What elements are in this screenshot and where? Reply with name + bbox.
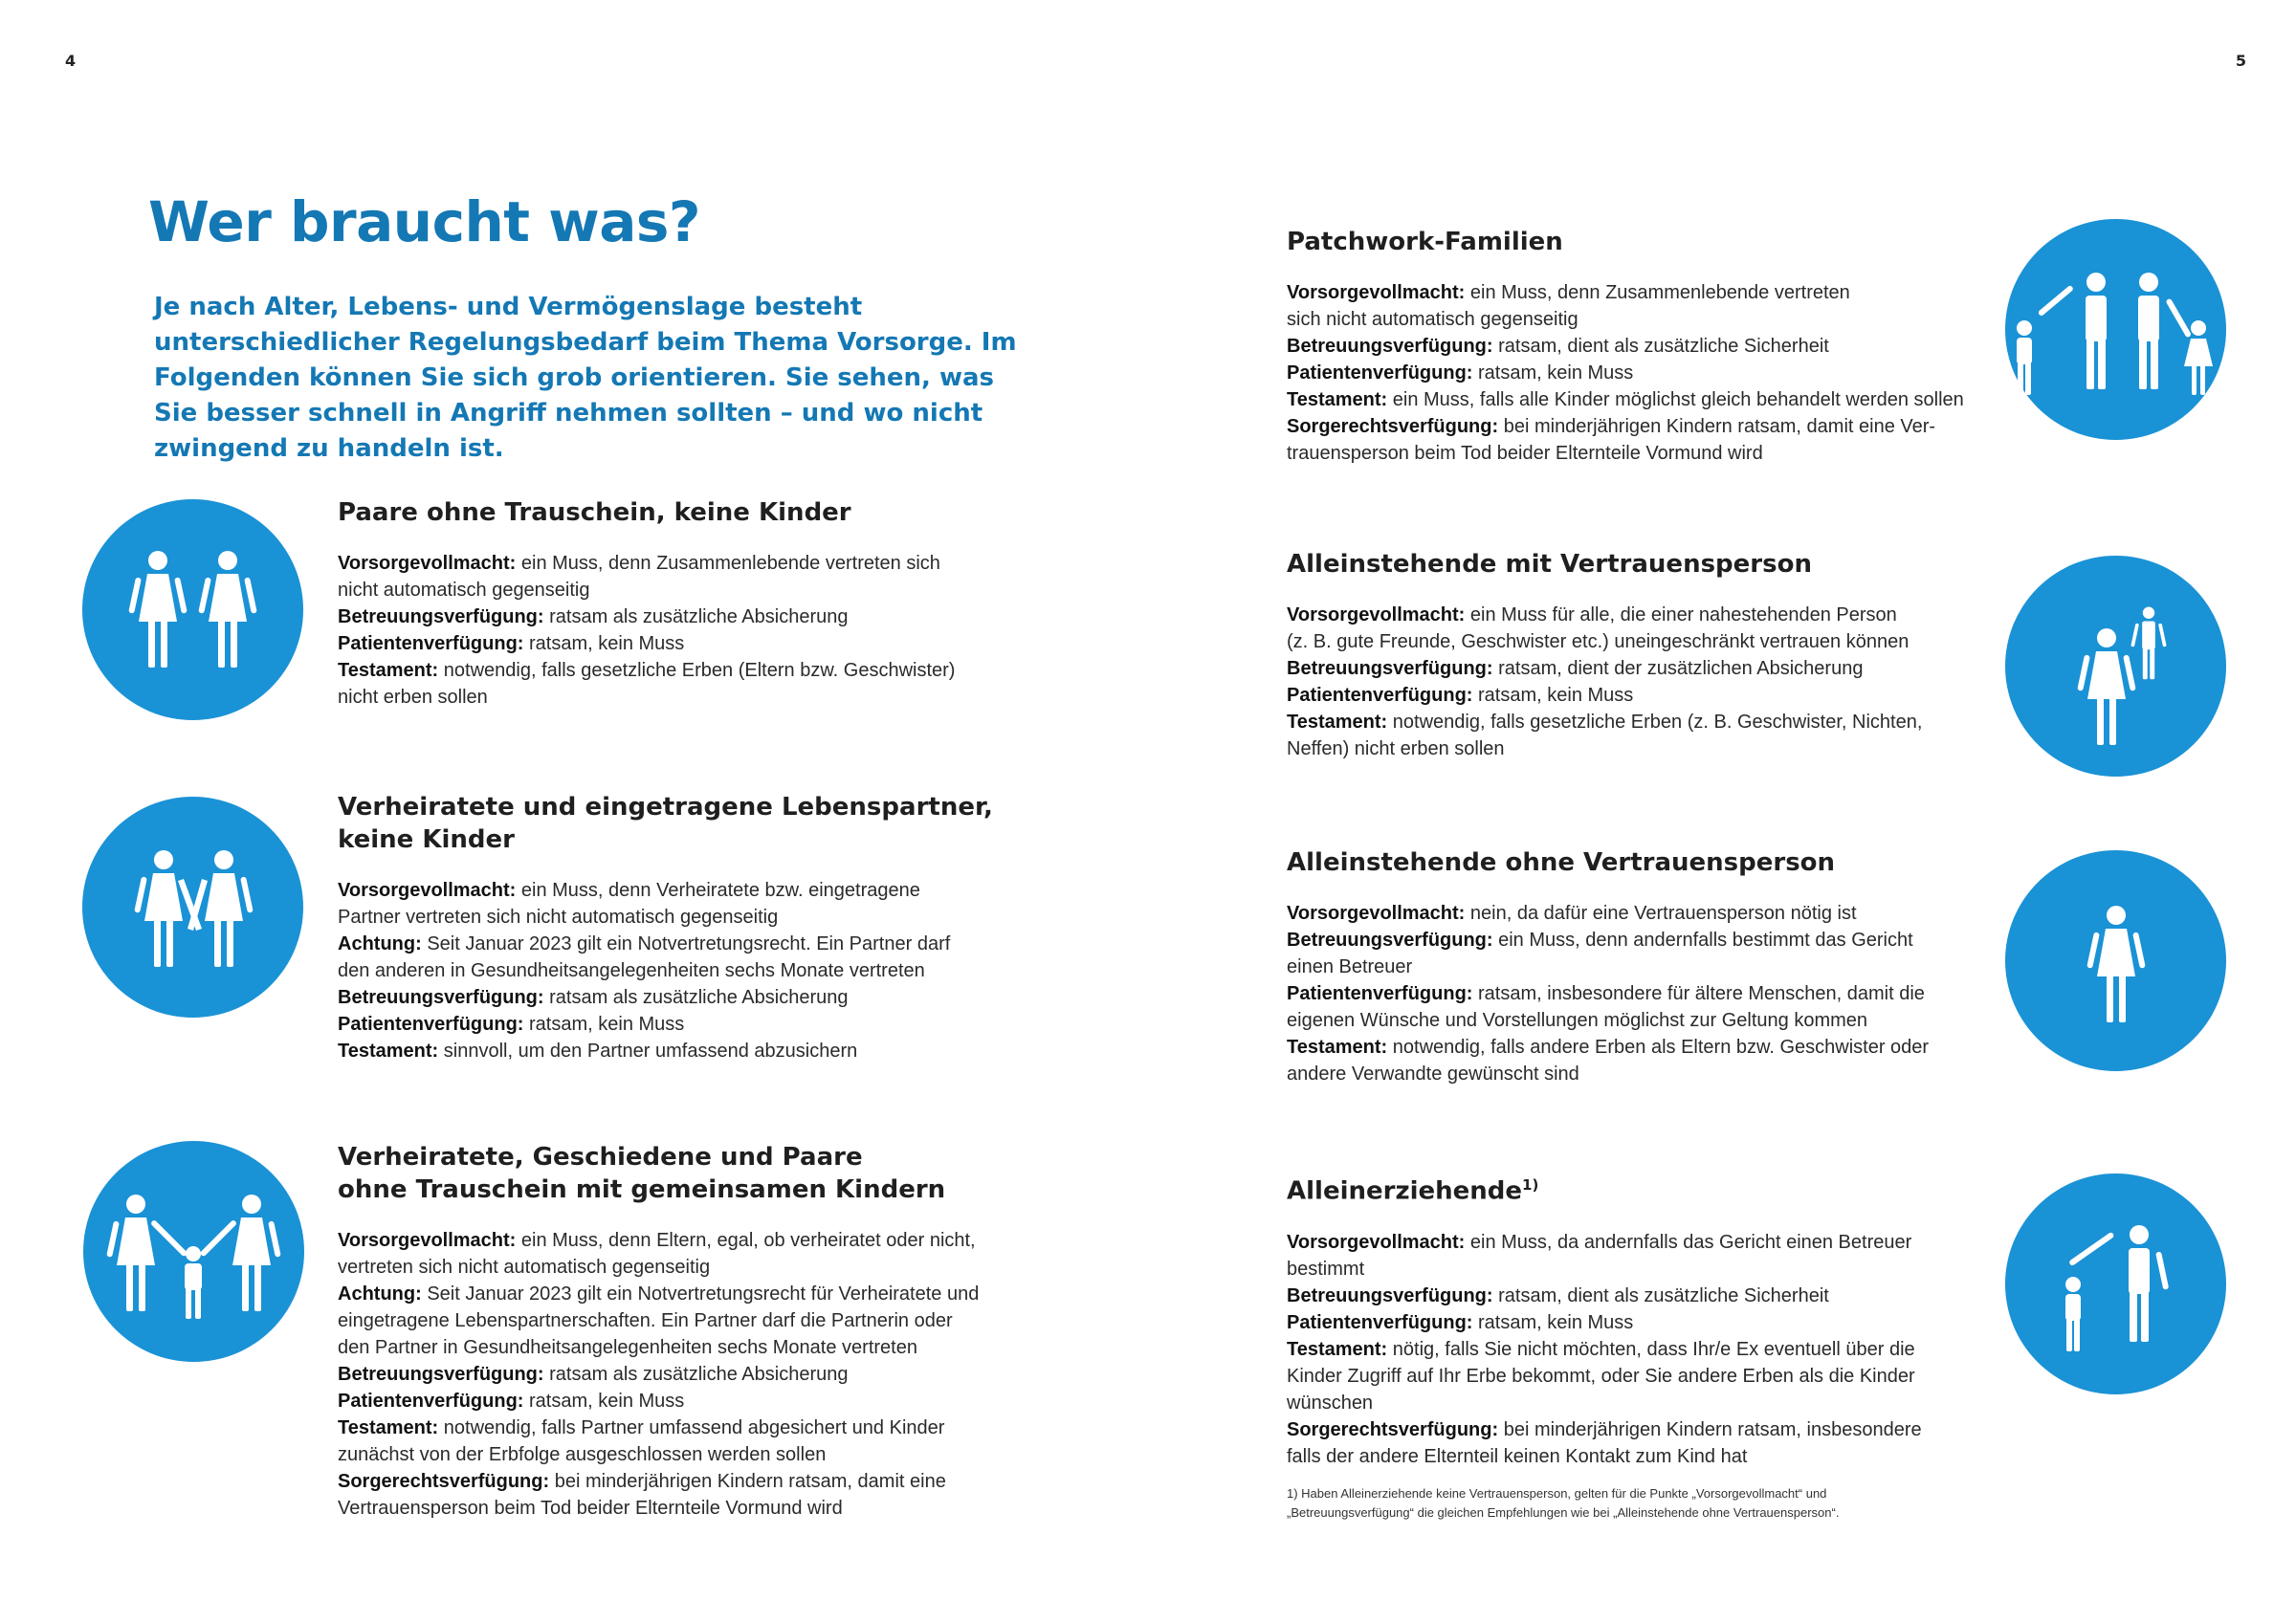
section-heading-line: Alleinstehende mit Vertrauensperson xyxy=(1287,550,1812,579)
section-patchwork xyxy=(1287,226,2023,467)
recommendation-text: (z. B. gute Freunde, Geschwister etc.) uneingeschränkt vertrauen können xyxy=(1287,631,1910,652)
recommendation-text: Vertrauensperson beim Tod beider Elternteile Vormund wird xyxy=(338,1498,843,1519)
section-text-line xyxy=(1287,1007,1995,1034)
section-text-line xyxy=(338,603,1065,630)
document-type-label: Patientenverfügung: xyxy=(338,633,524,654)
recommendation-text: nein, da dafür eine Vertrauensperson nötig ist xyxy=(1465,903,1857,924)
section-text-line xyxy=(1287,306,2023,333)
intro-text: Je nach Alter, Lebens- und Vermögenslage besteht unterschiedlicher Regelungsbedarf beim Thema Vorsorge. Im Folgenden können Sie sich grob orientieren. Sie sehen, was Sie besser schnell in Angriff nehmen sollten – und wo nicht zwingend zu handeln ist. xyxy=(154,293,1017,463)
family-with-child-icon xyxy=(83,1141,304,1362)
section-text-line xyxy=(338,1227,1084,1254)
recommendation-text: ein Muss, falls alle Kinder möglichst gleich behandelt werden sollen xyxy=(1387,389,1964,410)
section-heading xyxy=(338,791,1065,856)
recommendation-text: ein Muss für alle, die einer nahestehenden Person xyxy=(1465,604,1897,625)
section-heading xyxy=(1287,226,2023,258)
section-text-line xyxy=(1287,440,2023,467)
section-text-line xyxy=(338,931,1065,957)
section-text-line xyxy=(1287,927,1995,954)
recommendation-text: Kinder Zugriff auf Ihr Erbe bekommt, oder Sie andere Erben als die Kinder xyxy=(1287,1365,1915,1387)
section-text-line xyxy=(338,1468,1084,1495)
section-text-line xyxy=(1287,735,1995,762)
recommendation-text: ratsam als zusätzliche Absicherung xyxy=(543,987,849,1008)
recommendation-text: notwendig, falls gesetzliche Erben (z. B. Geschwister, Nichten, xyxy=(1387,712,1923,733)
recommendation-text: ratsam, kein Muss xyxy=(1472,1311,1634,1333)
recommendation-text: ratsam als zusätzliche Absicherung xyxy=(543,606,849,627)
recommendation-text: Seit Januar 2023 gilt ein Notvertretungsrecht. Ein Partner darf xyxy=(421,933,951,954)
single-person-icon xyxy=(2005,850,2226,1071)
document-type-label: Betreuungsverfügung: xyxy=(1287,930,1493,951)
document-type-label: Betreuungsverfügung: xyxy=(1287,1284,1493,1306)
recommendation-text: Neffen) nicht erben sollen xyxy=(1287,738,1505,759)
single-with-trusted-person-icon xyxy=(2005,556,2226,777)
section-text-line xyxy=(1287,709,1995,735)
section-unmarried-couples xyxy=(338,496,1065,711)
section-text-line xyxy=(1287,360,2023,386)
section-text-line xyxy=(338,1334,1084,1361)
section-heading xyxy=(338,496,1065,529)
section-text-line xyxy=(1287,1256,1995,1283)
section-text-line xyxy=(338,1388,1084,1415)
recommendation-text: ratsam, dient als zusätzliche Sicherheit xyxy=(1492,336,1829,357)
document-type-label: Patientenverfügung: xyxy=(1287,362,1473,384)
recommendation-text: einen Betreuer xyxy=(1287,956,1413,977)
section-text-line xyxy=(338,577,1065,603)
document-type-label: Achtung: xyxy=(338,933,422,954)
section-heading-line: Verheiratete und eingetragene Lebenspartner, xyxy=(338,793,993,822)
section-text-line xyxy=(338,1415,1084,1441)
section-heading xyxy=(1287,846,1995,879)
section-text-line xyxy=(338,1011,1065,1038)
document-type-label: Vorsorgevollmacht: xyxy=(338,880,517,901)
document-type-label: Patientenverfügung: xyxy=(1287,983,1473,1004)
document-type-label: Achtung: xyxy=(338,1283,422,1305)
document-type-label: Testament: xyxy=(338,660,439,681)
page-title: Wer braucht was? xyxy=(148,189,701,254)
section-text-line xyxy=(1287,1061,1995,1087)
section-text-line xyxy=(1287,1416,1995,1443)
section-text-line xyxy=(338,984,1065,1011)
section-text-line xyxy=(338,684,1065,711)
section-heading-line: Verheiratete, Geschiedene und Paare xyxy=(338,1143,863,1172)
recommendation-text: sinnvoll, um den Partner umfassend abzusichern xyxy=(438,1041,858,1062)
document-type-label: Sorgerechtsverfügung: xyxy=(338,1471,550,1492)
section-married-couples xyxy=(338,791,1065,1064)
recommendation-text: nicht erben sollen xyxy=(338,687,488,708)
document-type-label: Betreuungsverfügung: xyxy=(1287,336,1493,357)
section-text-line xyxy=(338,1361,1084,1388)
recommendation-text: notwendig, falls andere Erben als Eltern bzw. Geschwister oder xyxy=(1387,1037,1930,1058)
couple-icon xyxy=(82,499,303,720)
section-text-line xyxy=(1287,954,1995,980)
document-type-label: Sorgerechtsverfügung: xyxy=(1287,1418,1499,1440)
recommendation-text: nötig, falls Sie nicht möchten, dass Ihr/e Ex eventuell über die xyxy=(1387,1338,1915,1360)
section-text-line xyxy=(1287,1363,1995,1390)
section-text-line xyxy=(338,657,1065,684)
section-text-line xyxy=(1287,1390,1995,1416)
document-type-label: Vorsorgevollmacht: xyxy=(1287,1231,1466,1253)
section-text-line xyxy=(1287,1229,1995,1256)
recommendation-text: ein Muss, denn Verheiratete bzw. eingetragene xyxy=(516,880,920,901)
section-text-line xyxy=(1287,682,1995,709)
section-text-line xyxy=(1287,900,1995,927)
document-type-label: Testament: xyxy=(1287,1338,1388,1360)
section-heading-line: Alleinstehende ohne Vertrauensperson xyxy=(1287,848,1836,877)
recommendation-text: ein Muss, denn Eltern, egal, ob verheiratet oder nicht, xyxy=(516,1230,976,1251)
section-single-untrusted xyxy=(1287,846,1995,1087)
recommendation-text: den anderen in Gesundheitsangelegenheiten sechs Monate vertreten xyxy=(338,960,925,981)
document-type-label: Vorsorgevollmacht: xyxy=(338,553,517,574)
section-text-line xyxy=(1287,1336,1995,1363)
section-heading-line: ohne Trauschein mit gemeinsamen Kindern xyxy=(338,1175,946,1204)
recommendation-text: notwendig, falls Partner umfassend abgesichert und Kinder xyxy=(438,1417,945,1438)
recommendation-text: ratsam, dient der zusätzlichen Absicherung xyxy=(1492,658,1864,679)
recommendation-text: eigenen Wünsche und Vorstellungen möglichst zur Geltung kommen xyxy=(1287,1010,1868,1031)
recommendation-text: ratsam, kein Muss xyxy=(1472,685,1634,706)
document-type-label: Patientenverfügung: xyxy=(1287,1311,1473,1333)
section-text-line xyxy=(338,1254,1084,1281)
document-type-label: Testament: xyxy=(1287,712,1388,733)
section-text-line xyxy=(1287,279,2023,306)
footnote-marker: 1) xyxy=(1522,1176,1539,1194)
document-type-label: Testament: xyxy=(338,1417,439,1438)
section-text-line xyxy=(1287,1309,1995,1336)
section-heading xyxy=(1287,548,1995,581)
patchwork-family-icon xyxy=(2005,219,2226,440)
section-text-line xyxy=(1287,1283,1995,1309)
recommendation-text: ein Muss, denn Zusammenlebende vertreten xyxy=(1465,282,1850,303)
document-type-label: Vorsorgevollmacht: xyxy=(1287,282,1466,303)
section-text-line xyxy=(1287,1443,1995,1470)
recommendation-text: ratsam, kein Muss xyxy=(523,633,685,654)
recommendation-text: ratsam als zusätzliche Absicherung xyxy=(543,1364,849,1385)
recommendation-text: andere Verwandte gewünscht sind xyxy=(1287,1064,1579,1085)
recommendation-text: ratsam, kein Muss xyxy=(523,1014,685,1035)
section-text-line xyxy=(338,550,1065,577)
footnote-line: 1) Haben Alleinerziehende keine Vertrauensperson, gelten für die Punkte „Vorsorgevollmacht“ und xyxy=(1287,1486,1827,1501)
section-single-parents xyxy=(1287,1169,1995,1470)
recommendation-text: eingetragene Lebenspartnerschaften. Ein Partner darf die Partnerin oder xyxy=(338,1310,953,1331)
page-number-left: 4 xyxy=(65,52,77,70)
section-text-line xyxy=(338,1307,1084,1334)
single-parent-icon xyxy=(2005,1173,2226,1394)
document-type-label: Sorgerechtsverfügung: xyxy=(1287,416,1499,437)
document-type-label: Testament: xyxy=(1287,389,1388,410)
document-type-label: Testament: xyxy=(1287,1037,1388,1058)
section-single-trusted xyxy=(1287,548,1995,762)
recommendation-text: bei minderjährigen Kindern ratsam, insbesondere xyxy=(1498,1418,1922,1440)
document-type-label: Patientenverfügung: xyxy=(338,1014,524,1035)
recommendation-text: Seit Januar 2023 gilt ein Notvertretungsrecht für Verheiratete und xyxy=(421,1283,980,1305)
section-text-line xyxy=(1287,602,1995,628)
recommendation-text: sich nicht automatisch gegenseitig xyxy=(1287,309,1578,330)
recommendation-text: nicht automatisch gegenseitig xyxy=(338,580,590,601)
recommendation-text: ein Muss, da andernfalls das Gericht einen Betreuer xyxy=(1465,1231,1912,1253)
document-type-label: Patientenverfügung: xyxy=(1287,685,1473,706)
recommendation-text: ein Muss, denn Zusammenlebende vertreten sich xyxy=(516,553,940,574)
section-text-line xyxy=(338,1281,1084,1307)
recommendation-text: zunächst von der Erbfolge ausgeschlossen werden sollen xyxy=(338,1444,827,1465)
recommendation-text: falls der andere Elternteil keinen Kontakt zum Kind hat xyxy=(1287,1445,1748,1467)
section-text-line xyxy=(338,1441,1084,1468)
section-text-line xyxy=(1287,655,1995,682)
recommendation-text: wünschen xyxy=(1287,1392,1374,1414)
page-number-right: 5 xyxy=(2235,52,2246,70)
section-text-line xyxy=(1287,980,1995,1007)
section-text-line xyxy=(1287,386,2023,413)
footnote-line: „Betreuungsverfügung“ die gleichen Empfehlungen wie bei „Alleinstehende ohne Vertrauensperson“. xyxy=(1287,1505,1840,1520)
document-type-label: Betreuungsverfügung: xyxy=(338,987,544,1008)
section-parents xyxy=(338,1141,1084,1522)
document-type-label: Betreuungsverfügung: xyxy=(338,1364,544,1385)
recommendation-text: ratsam, insbesondere für ältere Menschen, damit die xyxy=(1472,983,1925,1004)
document-type-label: Betreuungsverfügung: xyxy=(1287,658,1493,679)
recommendation-text: ratsam, dient als zusätzliche Sicherheit xyxy=(1492,1284,1829,1306)
footnote xyxy=(1287,1484,1990,1523)
recommendation-text: ratsam, kein Muss xyxy=(523,1391,685,1412)
recommendation-text: bei minderjährigen Kindern ratsam, damit eine xyxy=(549,1471,946,1492)
section-text-line xyxy=(338,957,1065,984)
section-heading xyxy=(1287,1169,1995,1208)
section-heading-line: keine Kinder xyxy=(338,825,515,854)
section-text-line xyxy=(338,1038,1065,1064)
document-type-label: Vorsorgevollmacht: xyxy=(1287,903,1466,924)
section-text-line xyxy=(338,877,1065,904)
section-text-line xyxy=(1287,333,2023,360)
recommendation-text: ein Muss, denn andernfalls bestimmt das Gericht xyxy=(1492,930,1913,951)
section-text-line xyxy=(1287,1034,1995,1061)
recommendation-text: bei minderjährigen Kindern ratsam, damit eine Ver- xyxy=(1498,416,1936,437)
recommendation-text: notwendig, falls gesetzliche Erben (Eltern bzw. Geschwister) xyxy=(438,660,956,681)
document-type-label: Vorsorgevollmacht: xyxy=(338,1230,517,1251)
recommendation-text: trauensperson beim Tod beider Elternteile Vormund wird xyxy=(1287,443,1763,464)
section-heading-line: Patchwork-Familien xyxy=(1287,228,1563,256)
section-text-line xyxy=(338,1495,1084,1522)
document-type-label: Patientenverfügung: xyxy=(338,1391,524,1412)
document-type-label: Testament: xyxy=(338,1041,439,1062)
section-text-line xyxy=(1287,413,2023,440)
recommendation-text: den Partner in Gesundheitsangelegenheiten sechs Monate vertreten xyxy=(338,1337,917,1358)
section-heading-line: Paare ohne Trauschein, keine Kinder xyxy=(338,498,851,527)
section-text-line xyxy=(338,904,1065,931)
section-text-line xyxy=(338,630,1065,657)
document-type-label: Vorsorgevollmacht: xyxy=(1287,604,1466,625)
recommendation-text: ratsam, kein Muss xyxy=(1472,362,1634,384)
recommendation-text: vertreten sich nicht automatisch gegenseitig xyxy=(338,1257,711,1278)
document-type-label: Betreuungsverfügung: xyxy=(338,606,544,627)
couple-holding-hands-icon xyxy=(82,797,303,1018)
recommendation-text: bestimmt xyxy=(1287,1258,1365,1280)
recommendation-text: Partner vertreten sich nicht automatisch gegenseitig xyxy=(338,907,779,928)
section-heading xyxy=(338,1141,1084,1206)
section-heading-line: Alleinerziehende xyxy=(1287,1176,1523,1206)
section-text-line xyxy=(1287,628,1995,655)
